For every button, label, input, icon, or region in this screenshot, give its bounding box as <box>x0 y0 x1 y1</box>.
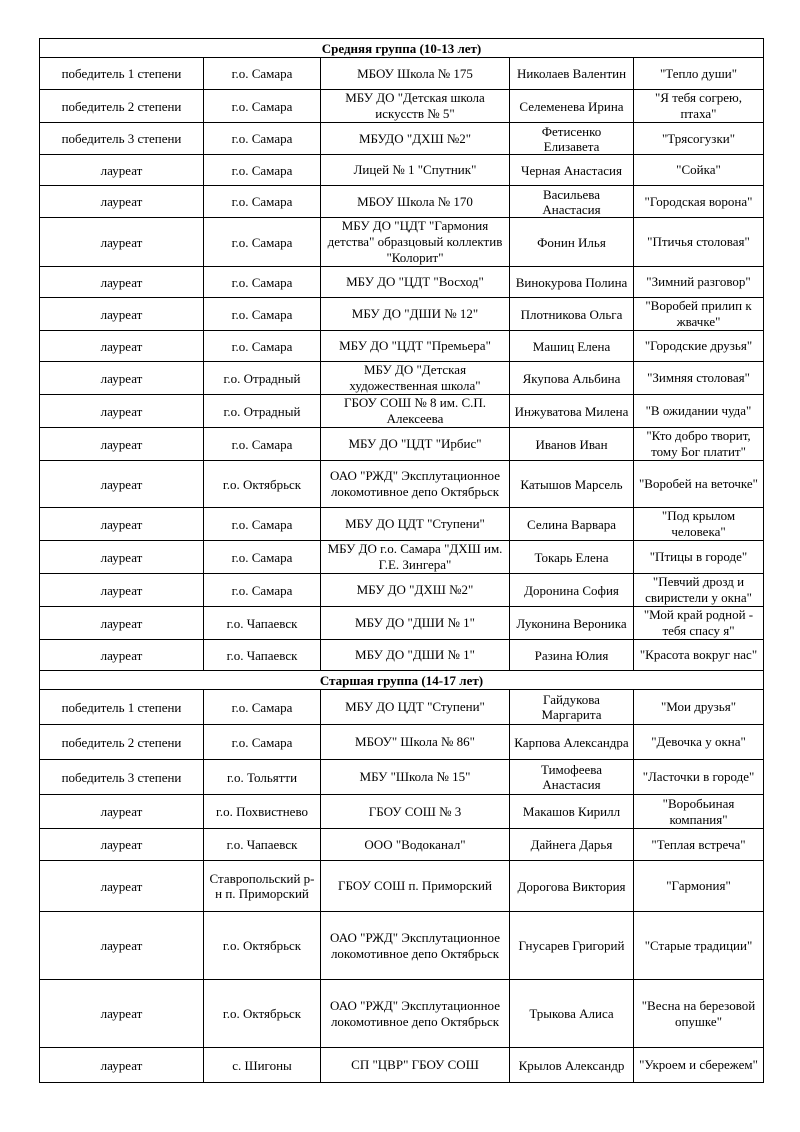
city-cell: г.о. Чапаевск <box>204 640 321 671</box>
institution-cell: МБУ ДО "ДХШ №2" <box>321 574 510 607</box>
participant-cell: Черная Анастасия <box>510 155 634 186</box>
table-row <box>40 123 764 155</box>
table-row <box>40 795 764 829</box>
artwork-title-cell: "Ласточки в городе" <box>634 760 764 795</box>
table-row <box>40 331 764 362</box>
participant-cell: Тимофеева Анастасия <box>510 760 634 795</box>
table-row <box>40 861 764 912</box>
institution-cell: МБУ "Школа № 15" <box>321 760 510 795</box>
artwork-title-cell: "Зимний разговор" <box>634 267 764 298</box>
participant-cell: Разина Юлия <box>510 640 634 671</box>
city-cell: г.о. Самара <box>204 123 321 155</box>
institution-cell: Лицей № 1 "Спутник" <box>321 155 510 186</box>
artwork-title-cell: "Певчий дрозд и свиристели у окна" <box>634 574 764 607</box>
participant-cell: Васильева Анастасия <box>510 186 634 218</box>
city-cell: г.о. Самара <box>204 508 321 541</box>
institution-cell: МБУ ДО "ДШИ № 1" <box>321 607 510 640</box>
table-row <box>40 829 764 861</box>
participant-cell: Доронина София <box>510 574 634 607</box>
city-cell: г.о. Отрадный <box>204 395 321 428</box>
table-row <box>40 508 764 541</box>
award-cell: лауреат <box>40 461 204 508</box>
city-cell: г.о. Тольятти <box>204 760 321 795</box>
award-cell: лауреат <box>40 640 204 671</box>
institution-cell: МБУ ДО "ЦДТ "Гармония детства" образцовый коллектив "Колорит" <box>321 218 510 267</box>
institution-cell: ОАО "РЖД" Эксплутационное локомотивное депо Октябрьск <box>321 461 510 508</box>
city-cell: г.о. Октябрьск <box>204 461 321 508</box>
city-cell: г.о. Чапаевск <box>204 829 321 861</box>
artwork-title-cell: "Теплая встреча" <box>634 829 764 861</box>
participant-cell: Иванов Иван <box>510 428 634 461</box>
institution-cell: МБУ ДО "ЦДТ "Премьера" <box>321 331 510 362</box>
artwork-title-cell: "Городская ворона" <box>634 186 764 218</box>
section-header-row <box>40 671 764 690</box>
artwork-title-cell: "Сойка" <box>634 155 764 186</box>
institution-cell: ОАО "РЖД" Эксплутационное локомотивное депо Октябрьск <box>321 980 510 1048</box>
award-cell: победитель 3 степени <box>40 760 204 795</box>
table-row <box>40 980 764 1048</box>
city-cell: г.о. Похвистнево <box>204 795 321 829</box>
table-row <box>40 760 764 795</box>
institution-cell: МБУ ДО г.о. Самара "ДХШ им. Г.Е. Зингера" <box>321 541 510 574</box>
artwork-title-cell: "Я тебя согрею, птаха" <box>634 90 764 123</box>
artwork-title-cell: "Тепло души" <box>634 58 764 90</box>
artwork-title-cell: "Воробей прилип к жвачке" <box>634 298 764 331</box>
award-cell: лауреат <box>40 267 204 298</box>
artwork-title-cell: "Кто добро творит, тому Бог платит" <box>634 428 764 461</box>
city-cell: г.о. Самара <box>204 298 321 331</box>
city-cell: г.о. Чапаевск <box>204 607 321 640</box>
city-cell: г.о. Самара <box>204 690 321 725</box>
award-cell: лауреат <box>40 331 204 362</box>
city-cell: г.о. Самара <box>204 58 321 90</box>
city-cell: г.о. Самара <box>204 267 321 298</box>
institution-cell: МБУ ДО "ДШИ № 1" <box>321 640 510 671</box>
artwork-title-cell: "Городские друзья" <box>634 331 764 362</box>
city-cell: г.о. Самара <box>204 428 321 461</box>
participant-cell: Карпова Александра <box>510 725 634 760</box>
institution-cell: ГБОУ СОШ п. Приморский <box>321 861 510 912</box>
artwork-title-cell: "Воробьиная компания" <box>634 795 764 829</box>
section-header-row <box>40 39 764 58</box>
table-row <box>40 607 764 640</box>
city-cell: г.о. Самара <box>204 331 321 362</box>
award-cell: лауреат <box>40 607 204 640</box>
award-cell: победитель 1 степени <box>40 58 204 90</box>
artwork-title-cell: "Воробей на веточке" <box>634 461 764 508</box>
table-row <box>40 690 764 725</box>
award-cell: лауреат <box>40 980 204 1048</box>
participant-cell: Токарь Елена <box>510 541 634 574</box>
participant-cell: Плотникова Ольга <box>510 298 634 331</box>
table-row <box>40 58 764 90</box>
participant-cell: Гайдукова Маргарита <box>510 690 634 725</box>
table-row <box>40 218 764 267</box>
participant-cell: Фетисенко Елизавета <box>510 123 634 155</box>
award-cell: победитель 2 степени <box>40 725 204 760</box>
artwork-title-cell: "Трясогузки" <box>634 123 764 155</box>
artwork-title-cell: "Мои друзья" <box>634 690 764 725</box>
award-cell: лауреат <box>40 508 204 541</box>
institution-cell: МБУ ДО ЦДТ "Ступени" <box>321 508 510 541</box>
city-cell: с. Шигоны <box>204 1048 321 1083</box>
participant-cell: Машиц Елена <box>510 331 634 362</box>
table-row <box>40 461 764 508</box>
table-row <box>40 574 764 607</box>
award-cell: победитель 3 степени <box>40 123 204 155</box>
institution-cell: МБУ ДО "ЦДТ "Ирбис" <box>321 428 510 461</box>
award-cell: лауреат <box>40 395 204 428</box>
institution-cell: МБОУ Школа № 170 <box>321 186 510 218</box>
artwork-title-cell: "Весна на березовой опушке" <box>634 980 764 1048</box>
participant-cell: Катышов Марсель <box>510 461 634 508</box>
city-cell: г.о. Октябрьск <box>204 980 321 1048</box>
participant-cell: Винокурова Полина <box>510 267 634 298</box>
city-cell: г.о. Самара <box>204 155 321 186</box>
participant-cell: Луконина Вероника <box>510 607 634 640</box>
artwork-title-cell: "Красота вокруг нас" <box>634 640 764 671</box>
city-cell: г.о. Самара <box>204 90 321 123</box>
section-title: Средняя группа (10-13 лет) <box>40 39 764 58</box>
table-row <box>40 362 764 395</box>
table-row <box>40 541 764 574</box>
participant-cell: Макашов Кирилл <box>510 795 634 829</box>
table-row <box>40 912 764 980</box>
artwork-title-cell: "Гармония" <box>634 861 764 912</box>
institution-cell: ОАО "РЖД" Эксплутационное локомотивное депо Октябрьск <box>321 912 510 980</box>
table-row <box>40 725 764 760</box>
institution-cell: МБУ ДО "ДШИ № 12" <box>321 298 510 331</box>
city-cell: г.о. Отрадный <box>204 362 321 395</box>
participant-cell: Крылов Александр <box>510 1048 634 1083</box>
table-row <box>40 267 764 298</box>
table-row <box>40 428 764 461</box>
award-cell: победитель 1 степени <box>40 690 204 725</box>
table-row <box>40 186 764 218</box>
artwork-title-cell: "Под крылом человека" <box>634 508 764 541</box>
artwork-title-cell: "Птицы в городе" <box>634 541 764 574</box>
city-cell: г.о. Самара <box>204 725 321 760</box>
institution-cell: ГБОУ СОШ № 3 <box>321 795 510 829</box>
table-row <box>40 155 764 186</box>
award-cell: победитель 2 степени <box>40 90 204 123</box>
award-cell: лауреат <box>40 912 204 980</box>
artwork-title-cell: "Птичья столовая" <box>634 218 764 267</box>
participant-cell: Инжуватова Милена <box>510 395 634 428</box>
participant-cell: Гнусарев Григорий <box>510 912 634 980</box>
participant-cell: Трыкова Алиса <box>510 980 634 1048</box>
artwork-title-cell: "Старые традиции" <box>634 912 764 980</box>
artwork-title-cell: "Укроем и сбережем" <box>634 1048 764 1083</box>
award-cell: лауреат <box>40 861 204 912</box>
institution-cell: МБУ ДО "Детская школа искусств № 5" <box>321 90 510 123</box>
results-table <box>39 38 764 1083</box>
award-cell: лауреат <box>40 362 204 395</box>
artwork-title-cell: "Мой край родной - тебя спасу я" <box>634 607 764 640</box>
participant-cell: Якупова Альбина <box>510 362 634 395</box>
participant-cell: Селеменева Ирина <box>510 90 634 123</box>
city-cell: г.о. Октябрьск <box>204 912 321 980</box>
city-cell: г.о. Самара <box>204 218 321 267</box>
participant-cell: Дорогова Виктория <box>510 861 634 912</box>
city-cell: г.о. Самара <box>204 574 321 607</box>
artwork-title-cell: "В ожидании чуда" <box>634 395 764 428</box>
award-cell: лауреат <box>40 428 204 461</box>
city-cell: г.о. Самара <box>204 541 321 574</box>
award-cell: лауреат <box>40 155 204 186</box>
award-cell: лауреат <box>40 574 204 607</box>
institution-cell: МБОУ Школа № 175 <box>321 58 510 90</box>
institution-cell: СП "ЦВР" ГБОУ СОШ <box>321 1048 510 1083</box>
award-cell: лауреат <box>40 186 204 218</box>
award-cell: лауреат <box>40 298 204 331</box>
institution-cell: МБУ ДО "Детская художественная школа" <box>321 362 510 395</box>
award-cell: лауреат <box>40 541 204 574</box>
institution-cell: МБУ ДО "ЦДТ "Восход" <box>321 267 510 298</box>
table-row <box>40 298 764 331</box>
participant-cell: Фонин Илья <box>510 218 634 267</box>
section-title: Старшая группа (14-17 лет) <box>40 671 764 690</box>
institution-cell: МБОУ" Школа № 86" <box>321 725 510 760</box>
participant-cell: Селина Варвара <box>510 508 634 541</box>
institution-cell: ГБОУ СОШ № 8 им. С.П. Алексеева <box>321 395 510 428</box>
city-cell: г.о. Самара <box>204 186 321 218</box>
city-cell: Ставропольский р-н п. Приморский <box>204 861 321 912</box>
award-cell: лауреат <box>40 1048 204 1083</box>
award-cell: лауреат <box>40 218 204 267</box>
artwork-title-cell: "Зимняя столовая" <box>634 362 764 395</box>
artwork-title-cell: "Девочка у окна" <box>634 725 764 760</box>
institution-cell: МБУДО "ДХШ №2" <box>321 123 510 155</box>
results-table-body <box>40 39 764 1083</box>
table-row <box>40 90 764 123</box>
participant-cell: Николаев Валентин <box>510 58 634 90</box>
institution-cell: ООО "Водоканал" <box>321 829 510 861</box>
award-cell: лауреат <box>40 829 204 861</box>
institution-cell: МБУ ДО ЦДТ "Ступени" <box>321 690 510 725</box>
participant-cell: Дайнега Дарья <box>510 829 634 861</box>
table-row <box>40 1048 764 1083</box>
table-row <box>40 640 764 671</box>
table-row <box>40 395 764 428</box>
award-cell: лауреат <box>40 795 204 829</box>
